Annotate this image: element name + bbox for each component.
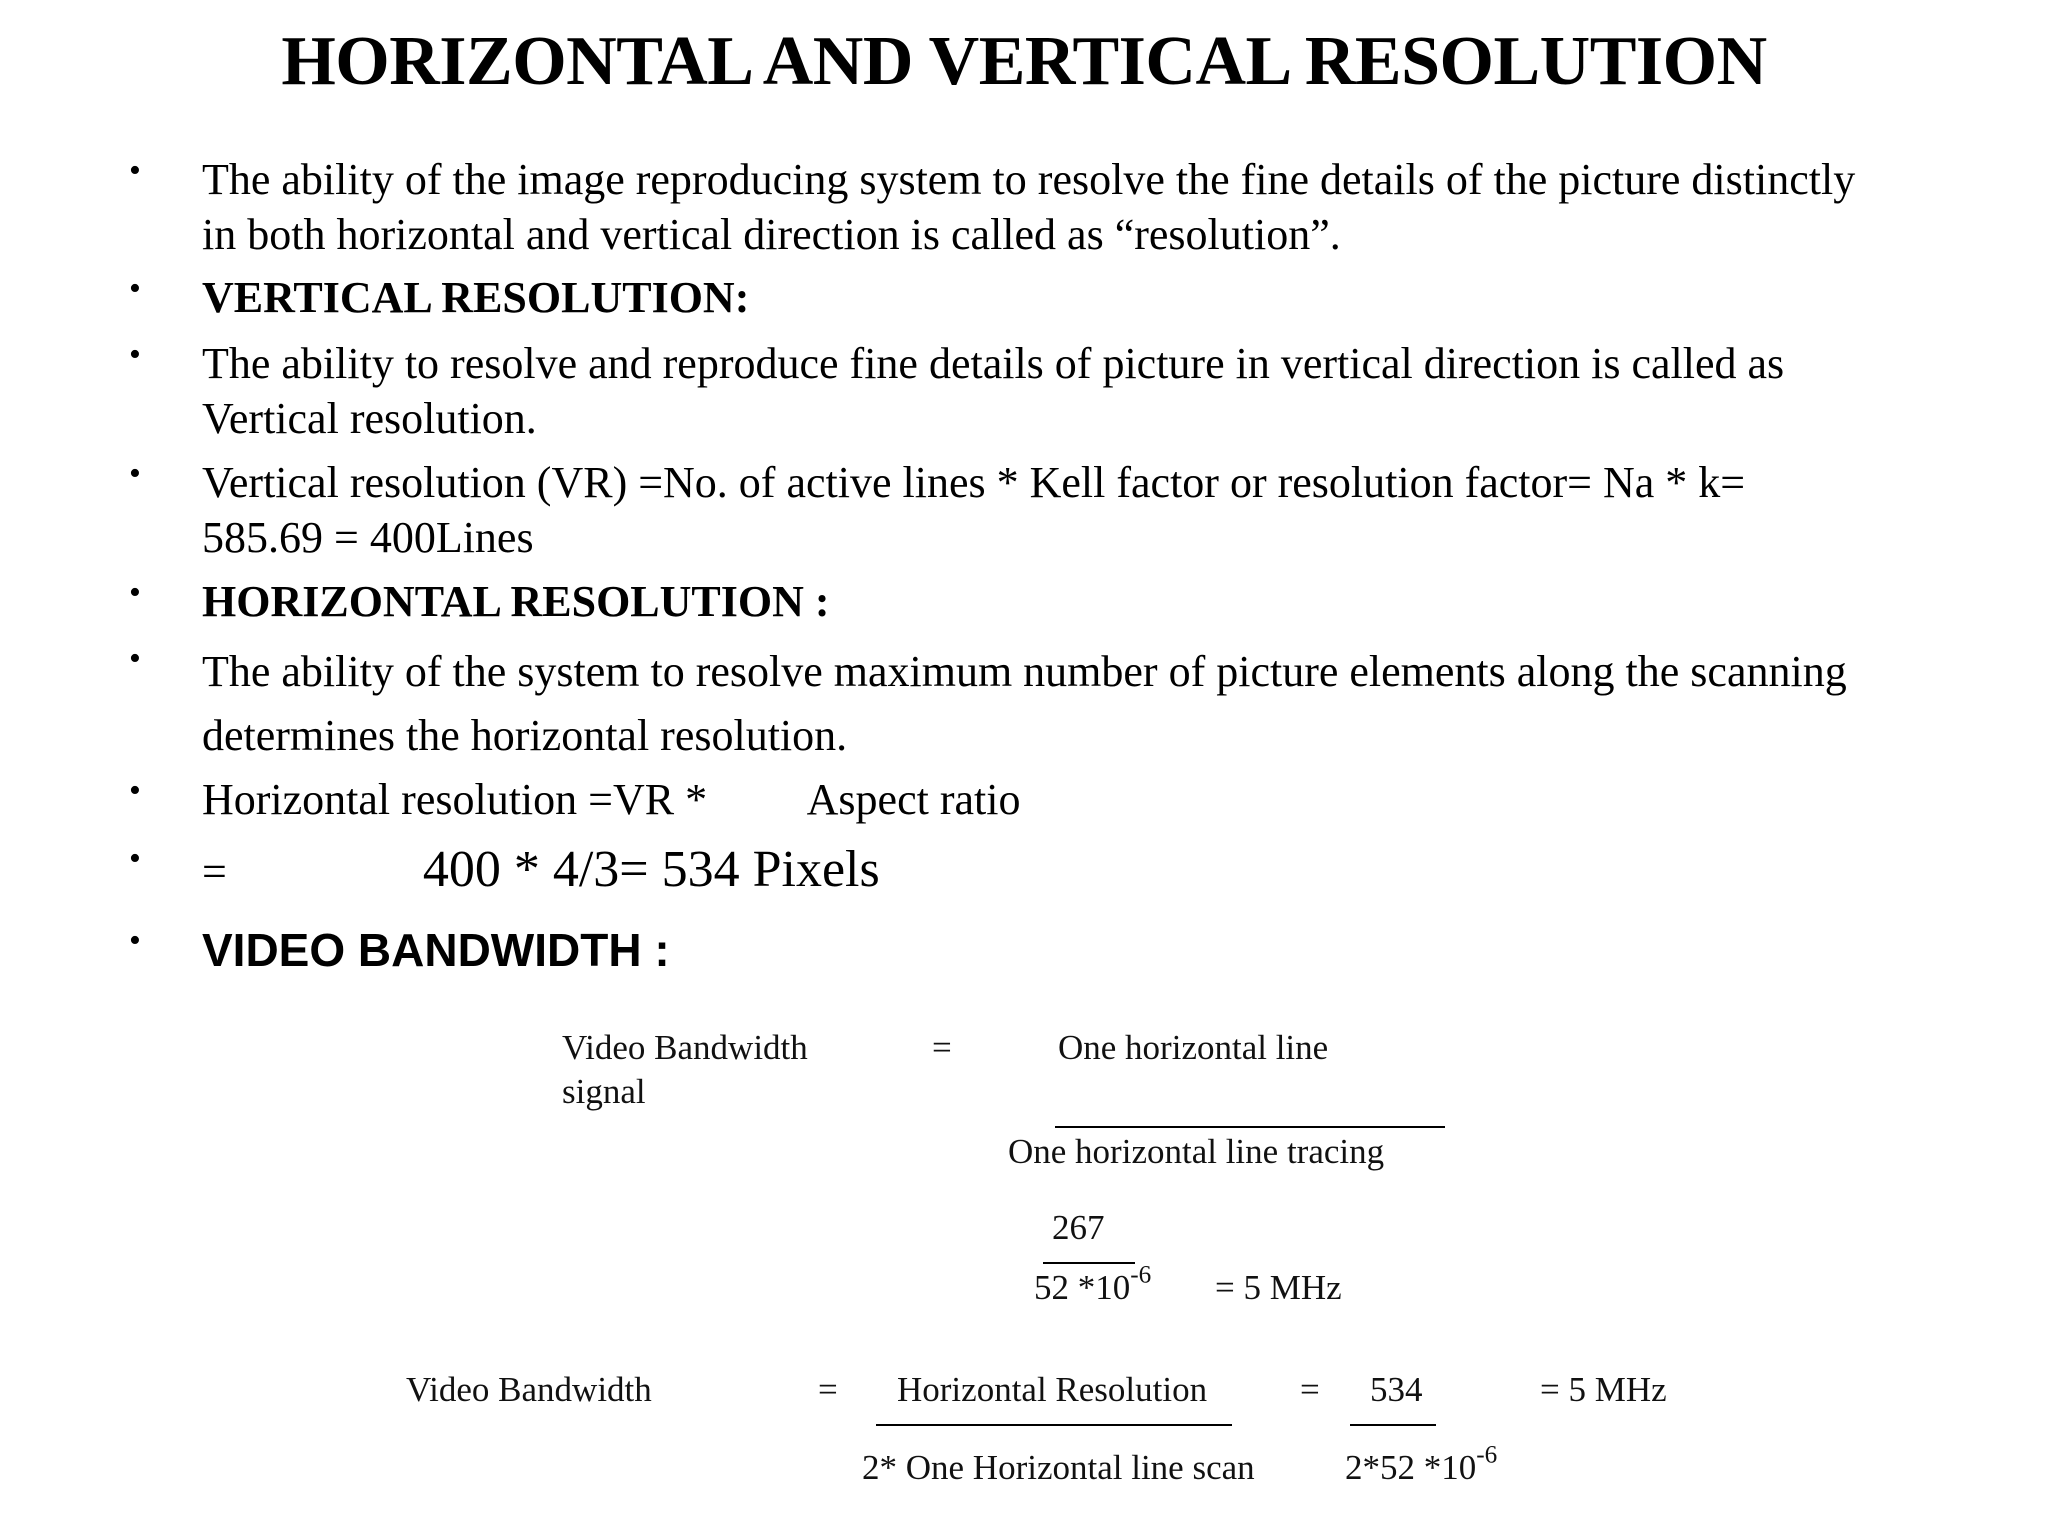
formula-part: Aspect ratio (806, 775, 1021, 824)
formula2-denominator-exponent: -6 (1130, 1261, 1152, 1289)
formula1-numerator: One horizontal line (1058, 1028, 1329, 1067)
formula-part: = (202, 847, 227, 896)
bullet-marker: • (129, 574, 141, 611)
bullet-line: Vertical resolution. (202, 394, 537, 443)
formula1-equals: = (932, 1028, 952, 1067)
bullet-line: The ability of the image reproducing system to resolve the fine details of the picture distinctly (202, 155, 1856, 204)
formula-part: 400 * 4/3= 534 Pixels (422, 841, 880, 898)
formula3-numerator: Horizontal Resolution (897, 1370, 1208, 1409)
formula3-lhs: Video Bandwidth (406, 1370, 652, 1409)
formula1-lhs-line2: signal (562, 1072, 646, 1111)
formula3-denominator2 (1345, 1441, 1498, 1488)
bullet-text (202, 455, 2048, 565)
formula3-fraction-line (876, 1424, 1232, 1426)
bullet-marker: • (129, 922, 141, 959)
slide-title: HORIZONTAL AND VERTICAL RESOLUTION (281, 23, 1767, 100)
bullet-heading: VIDEO BANDWIDTH : (202, 924, 670, 976)
bullet-heading: VERTICAL RESOLUTION: (202, 273, 750, 322)
formula3-denominator2-base: 2*52 *10 (1345, 1448, 1477, 1487)
formula3-result: = 5 MHz (1540, 1370, 1667, 1409)
bullet-marker: • (129, 455, 141, 492)
bullet-line: 585.69 = 400Lines (202, 513, 534, 562)
formula3-equals2: = (1300, 1370, 1320, 1409)
bullet-line: in both horizontal and vertical direction is called as “resolution”. (202, 210, 1341, 259)
bullet-line: determines the horizontal resolution. (202, 711, 848, 760)
bullet-marker: • (129, 336, 141, 373)
formula2-numerator: 267 (1052, 1208, 1105, 1247)
formula1-lhs-line1: Video Bandwidth (562, 1028, 808, 1067)
formula3-denominator2-exponent: -6 (1476, 1441, 1498, 1469)
formula3-numerator2: 534 (1370, 1370, 1423, 1409)
formula1-fraction-line (1055, 1126, 1445, 1128)
formula3-denominator: 2* One Horizontal line scan (862, 1448, 1255, 1487)
bullet-marker: • (129, 772, 141, 809)
bullet-text (202, 640, 2048, 768)
formula2-fraction-line (1043, 1262, 1135, 1264)
formula3-equals1: = (818, 1370, 838, 1409)
bullet-text (202, 772, 2048, 827)
bullet-text (202, 336, 2048, 446)
bullet-marker: • (129, 152, 141, 189)
bullet-text (202, 152, 2048, 262)
bullet-line: The ability to resolve and reproduce fine details of picture in vertical direction is called as (202, 339, 1785, 388)
bullet-marker: • (129, 840, 141, 877)
formula-part: Horizontal resolution =VR * (202, 775, 708, 824)
formula3-fraction-line2 (1350, 1424, 1436, 1426)
bullet-text (202, 838, 2048, 904)
bullet-line: Vertical resolution (VR) =No. of active lines * Kell factor or resolution factor= Na * k= (202, 458, 1746, 507)
formula2-denominator (1034, 1261, 1152, 1308)
bullet-heading: HORIZONTAL RESOLUTION : (202, 577, 830, 626)
bullet-line: The ability of the system to resolve maximum number of picture elements along the scanning (202, 647, 1847, 696)
bullet-marker: • (129, 270, 141, 307)
formula1-denominator: One horizontal line tracing (1008, 1132, 1385, 1171)
formula2-denominator-base: 52 *10 (1034, 1268, 1131, 1307)
formula2-result: = 5 MHz (1215, 1268, 1342, 1307)
bullet-marker: • (129, 640, 141, 677)
